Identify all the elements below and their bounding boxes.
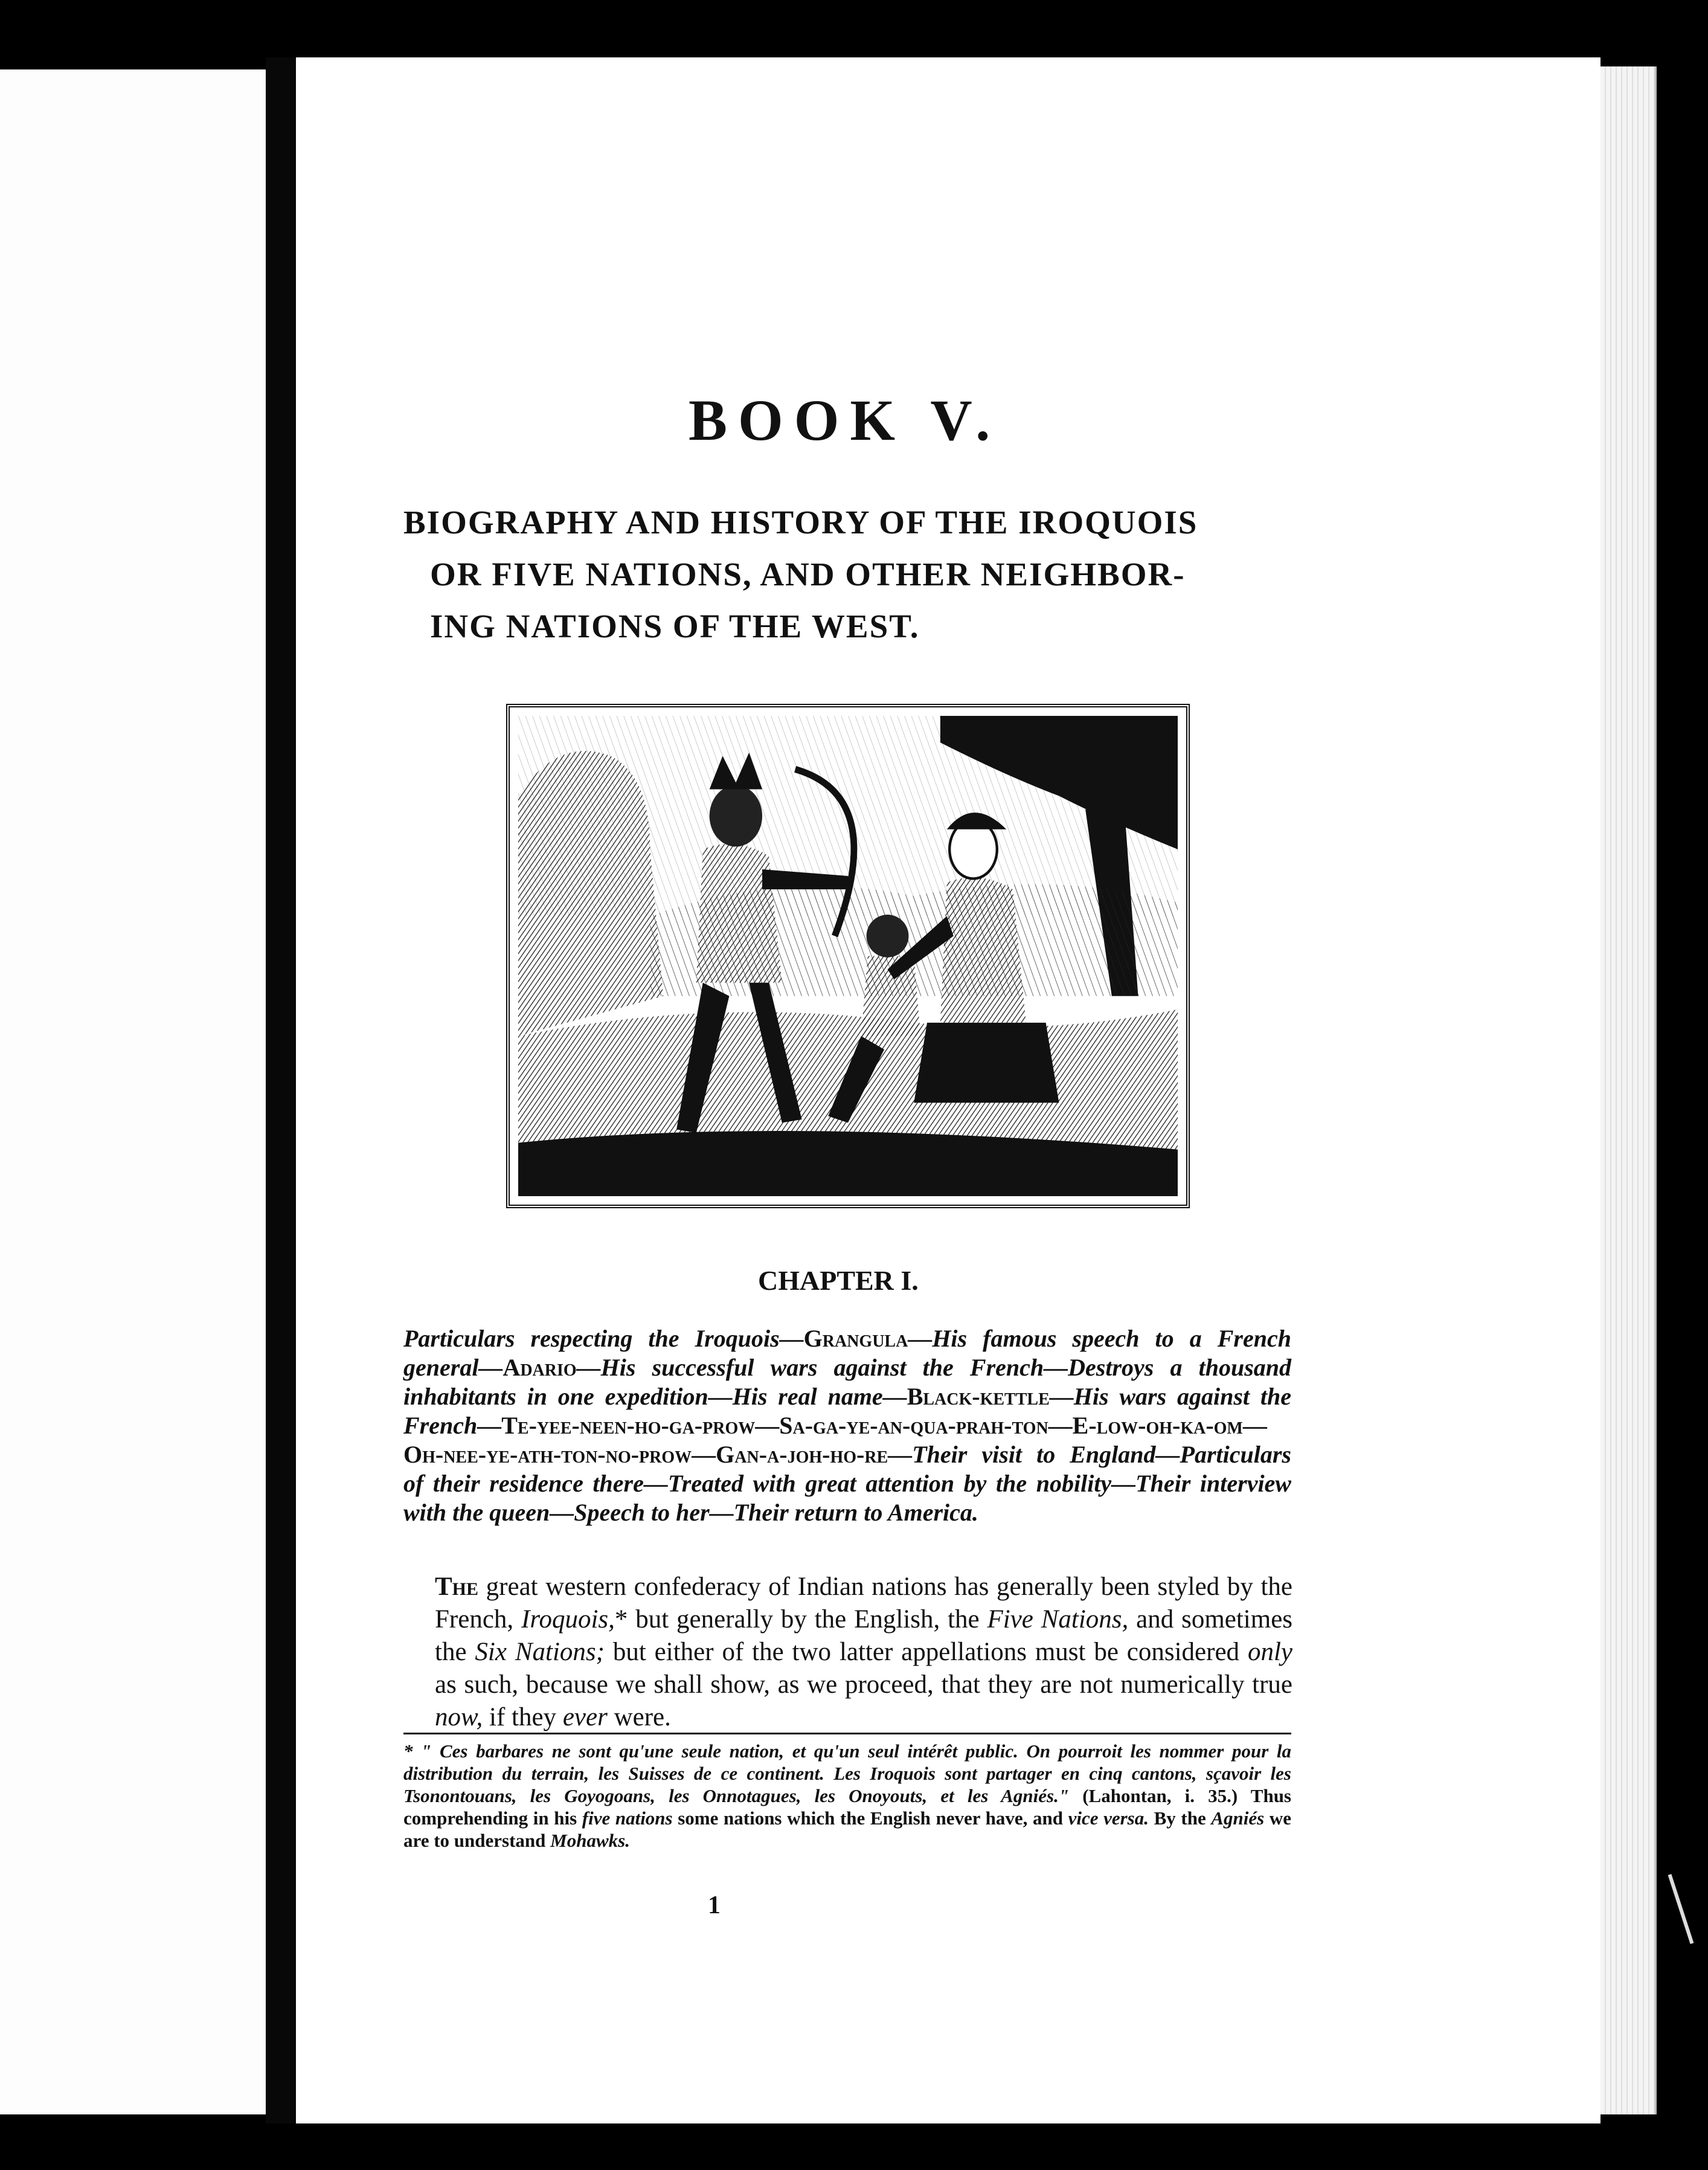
chapter-heading: CHAPTER I. — [758, 1265, 919, 1296]
summary-name: Grangula — [803, 1325, 908, 1352]
footnote-italic-run: * " Ces barbares ne sont qu'une seule nation, et qu'un seul intérêt public. On pourroit les nommer pour la distribution du terrain, les Suisses de ce continent. Les Iroquois sont partager en cinq cantons, sçavoir les Tsonontouans, les Goyogoans, les Onnotagues, les Onoyouts, et les Agniés." — [403, 1740, 1291, 1806]
woodcut-illustration — [506, 704, 1190, 1208]
body-italic-run: now, — [435, 1703, 483, 1731]
body-italic-run: Six Nations; — [475, 1638, 605, 1666]
footnote-italic-run: Agniés — [1211, 1808, 1265, 1829]
summary-name: Te-yee-neen-ho-ga-prow—Sa-ga-ye-an-qua-prah-ton—E-low-oh-ka-om—Oh-nee-ye-ath-ton-no-prow—Gan-a-joh-ho-re — [403, 1412, 1267, 1468]
book-title: BOOK V. — [689, 388, 1001, 452]
body-text-run: if they — [483, 1703, 563, 1731]
summary-text: —His successful wars against the French—Destroys a thousand inhabitants in one expedition—His real name— — [403, 1354, 1291, 1410]
footnote-italic-run: five nations — [582, 1808, 673, 1829]
left-blank-page — [0, 69, 266, 2114]
body-paragraph — [435, 1571, 1292, 1734]
summary-name: Adario — [502, 1354, 577, 1381]
footnote-text-run: we are to understand — [403, 1808, 1292, 1851]
body-italic-run: ever — [562, 1703, 608, 1731]
body-text-run: great western confederacy of Indian nations has generally been styled by the French, — [435, 1573, 1292, 1634]
footnote-text-run: (Lahontan, i. 35.) Thus comprehending in his — [403, 1785, 1292, 1829]
summary-text: —His wars against the French— — [403, 1383, 1291, 1439]
summary-text: —His famous speech to a French general— — [403, 1325, 1291, 1381]
body-italic-run: Iroquois, — [521, 1605, 615, 1634]
summary-text: —Their visit to England—Particulars of their residence there—Treated with great attention by the nobility—Their interview with the queen—Speech to her—Their return to America. — [403, 1441, 1291, 1526]
footnote-italic-run: vice versa. — [1068, 1808, 1149, 1829]
subtitle-line: BIOGRAPHY AND HISTORY OF THE IROQUOIS — [403, 504, 1198, 541]
footnote-rule — [403, 1733, 1291, 1734]
engraving-warrior-woman-child-icon — [518, 716, 1178, 1196]
body-text-run: * but generally by the English, the — [614, 1605, 987, 1634]
body-text-run: as such, because we shall show, as we proceed, that they are not numerically true — [435, 1670, 1292, 1699]
body-text-run: were. — [607, 1703, 671, 1731]
body-italic-run: only — [1247, 1638, 1292, 1666]
footnote-text-run: By the — [1149, 1808, 1212, 1829]
body-text-run: but either of the two latter appellations must be considered — [604, 1638, 1248, 1666]
summary-text: Particulars respecting the Iroquois— — [403, 1325, 804, 1352]
body-italic-run: Five Nations, — [987, 1605, 1129, 1634]
page-edges — [1600, 66, 1657, 2114]
lead-word: The — [435, 1573, 479, 1601]
subtitle-line: OR FIVE NATIONS, AND OTHER NEIGHBOR- — [430, 556, 1186, 593]
body-text-run: and sometimes the — [435, 1605, 1293, 1666]
page-number: 1 — [708, 1892, 721, 1919]
footnote-text-run: some nations which the English never have, and — [672, 1808, 1068, 1829]
book-subtitle — [403, 497, 1297, 652]
book-gutter — [266, 57, 296, 2123]
margin-mark — [1668, 1874, 1694, 1944]
footnote-italic-run: Mohawks. — [550, 1830, 630, 1851]
footnote — [403, 1740, 1291, 1852]
chapter-summary — [403, 1324, 1291, 1527]
subtitle-line: ING NATIONS OF THE WEST. — [430, 608, 920, 645]
summary-name: Black-kettle — [907, 1383, 1050, 1410]
